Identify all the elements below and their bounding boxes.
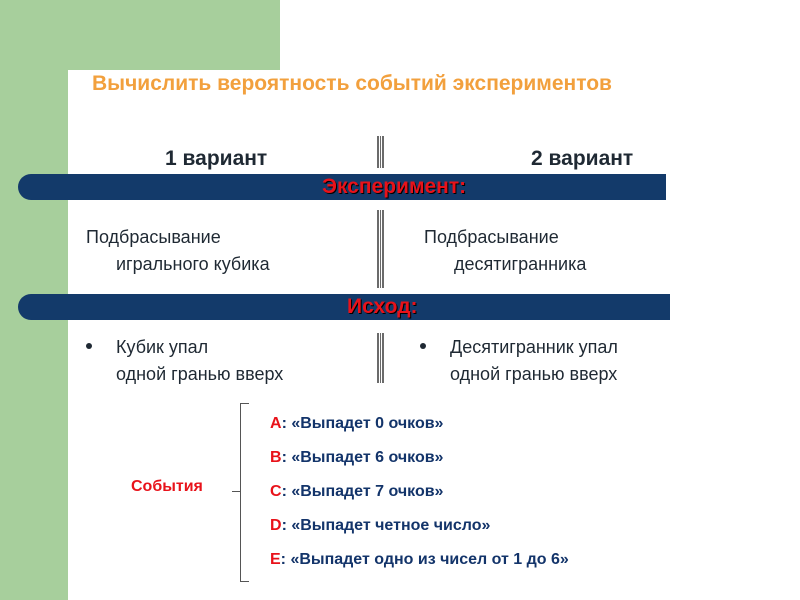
column-divider-top (377, 136, 384, 168)
outcome-right-line2: одной гранью вверх (450, 364, 618, 384)
experiment-left-line1: Подбрасывание (86, 227, 221, 247)
events-brace (240, 403, 249, 582)
event-text: : «Выпадет 0 очков» (281, 415, 444, 432)
event-letter: D (270, 517, 282, 534)
events-label: События (131, 478, 203, 495)
event-text: : «Выпадет одно из чисел от 1 до 6» (280, 551, 569, 568)
event-text: : «Выпадет четное число» (281, 517, 491, 534)
slide-title: Вычислить вероятность событий экспериментов (92, 72, 612, 95)
outcome-left-line2: одной гранью вверх (116, 364, 284, 384)
variant-2-heading: 2 вариант (531, 147, 634, 170)
events-brace-tick (232, 491, 240, 492)
event-item-a (270, 415, 443, 433)
event-item-b (270, 449, 443, 467)
experiment-right-line2: десятигранника (454, 254, 587, 274)
experiment-left-text (86, 224, 270, 278)
outcome-left-line1: Кубик упал (116, 337, 209, 357)
outcome-label: Исход: (347, 295, 418, 318)
outcome-right-line1: Десятигранник упал (450, 337, 618, 357)
decorative-green-corner (68, 0, 280, 70)
column-divider-middle (377, 210, 384, 288)
event-letter: C (270, 483, 282, 500)
event-item-c (270, 483, 443, 501)
event-item-e (270, 551, 569, 569)
column-divider-bottom (377, 333, 384, 383)
bullet-icon (420, 343, 426, 349)
experiment-right-text (424, 224, 586, 278)
bullet-icon (86, 343, 92, 349)
event-letter: B (270, 449, 282, 466)
outcome-band (18, 294, 670, 320)
experiment-right-line1: Подбрасывание (424, 227, 559, 247)
event-text: : «Выпадет 7 очков» (281, 483, 444, 500)
event-text: : «Выпадет 6 очков» (281, 449, 444, 466)
experiment-label: Эксперимент: (322, 175, 467, 198)
variant-1-heading: 1 вариант (165, 147, 268, 170)
event-letter: E (270, 551, 281, 568)
event-item-d (270, 517, 490, 535)
experiment-left-line2: игрального кубика (116, 254, 270, 274)
event-letter: A (270, 415, 282, 432)
